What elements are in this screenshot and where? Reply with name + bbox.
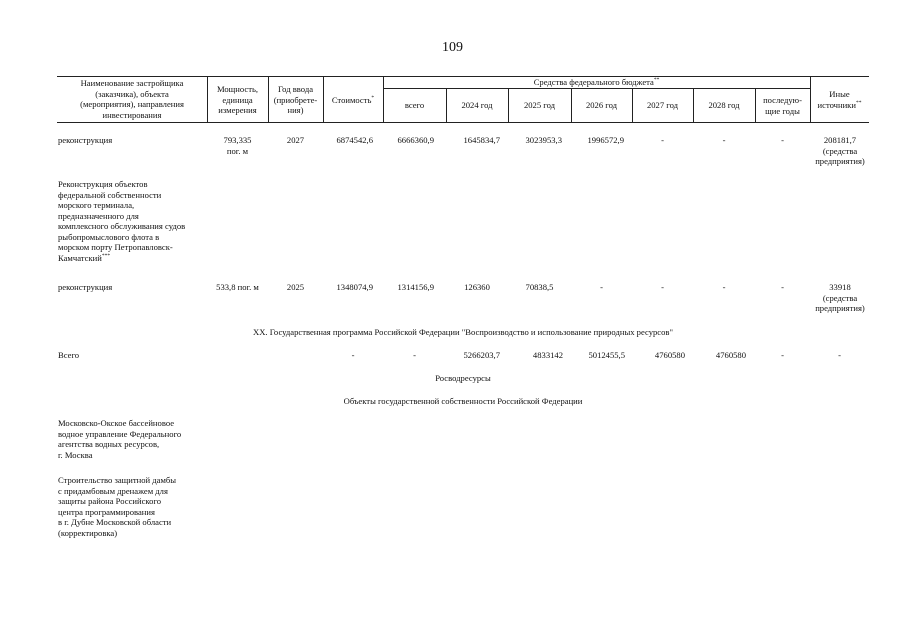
header-sub-2028: 2028 год bbox=[708, 100, 740, 110]
subsection-title: Объекты государственной собственности Российской Федерации bbox=[343, 396, 583, 406]
row2-2024: 126360 bbox=[464, 282, 490, 292]
row2-year: 2025 bbox=[286, 282, 305, 292]
header-year-column: Год ввода (приобрете- ния) bbox=[273, 84, 318, 115]
section-title: XX. Государственная программа Российской Федерации "Воспроизводство и использование природных ресурсов" bbox=[253, 327, 673, 337]
federal-budget-divider bbox=[383, 88, 810, 89]
total-row-total: - bbox=[413, 350, 416, 360]
organization-name: Московско-Окское бассейновое водное управление Федерального агентства водных ресурсов, г. Москва bbox=[58, 418, 182, 460]
total-row-cost: - bbox=[351, 350, 355, 360]
total-row-2024: 5266203,7 bbox=[463, 350, 500, 360]
row1-2027: - bbox=[661, 135, 664, 145]
object2-description: Реконструкция объектов федеральной собственности морского терминала, предназначенного для комплексного обслуживания судов рыбопромыслового флота в морском порту Петропавловск- Камчатский*** bbox=[58, 179, 186, 263]
row2-total: 1314156,9 bbox=[397, 282, 434, 292]
row1-year: 2027 bbox=[286, 135, 305, 145]
row1-other: 208181,7 (средства предприятия) bbox=[815, 135, 865, 166]
header-sub-2024: 2024 год bbox=[461, 100, 493, 110]
row2-cost: 1348074,9 bbox=[336, 282, 373, 292]
total-row-2027: 4760580 bbox=[654, 350, 685, 360]
row1-capacity: 793,335 пог. м bbox=[223, 135, 252, 156]
row2-2028: - bbox=[722, 282, 726, 292]
header-sub-later: последую- щие годы bbox=[763, 95, 802, 116]
total-row-2026: 5012455,5 bbox=[588, 350, 625, 360]
header-sub-total: всего bbox=[404, 100, 425, 110]
header-cost-column: Стоимость* bbox=[331, 95, 375, 105]
row1-2024: 1645834,7 bbox=[463, 135, 500, 145]
row1-name: реконструкция bbox=[58, 135, 113, 145]
header-sub-2025: 2025 год bbox=[523, 100, 556, 110]
total-row-name: Всего bbox=[58, 350, 80, 360]
header-federal-budget: Средства федерального бюджета** bbox=[533, 77, 660, 87]
row2-later: - bbox=[781, 282, 784, 292]
row1-later: - bbox=[781, 135, 784, 145]
header-name-column: Наименование застройщика (заказчика), объекта (мероприятия), направления инвестирования bbox=[80, 78, 184, 120]
row1-2028: - bbox=[722, 135, 726, 145]
row2-capacity: 533,8 пог. м bbox=[216, 282, 259, 292]
row2-other: 33918 (средства предприятия) bbox=[815, 282, 865, 313]
row1-2026: 1996572,9 bbox=[587, 135, 624, 145]
total-row-later: - bbox=[781, 350, 784, 360]
table-header-bottom-border bbox=[57, 122, 869, 123]
page-number: 109 bbox=[442, 40, 463, 55]
total-row-2028: 4760580 bbox=[715, 350, 746, 360]
row1-2025: 3023953,3 bbox=[525, 135, 562, 145]
row2-name: реконструкция bbox=[58, 282, 113, 292]
row1-cost: 6874542,6 bbox=[336, 135, 373, 145]
total-row-2025: 4833142 bbox=[532, 350, 563, 360]
row1-total: 6666360,9 bbox=[397, 135, 434, 145]
row2-2026: - bbox=[600, 282, 603, 292]
row2-2027: - bbox=[661, 282, 664, 292]
total-row-other: - bbox=[838, 350, 841, 360]
header-capacity-column: Мощность, единица измерения bbox=[216, 84, 259, 115]
header-other-sources: Иные источники** bbox=[817, 89, 862, 110]
header-sub-2026: 2026 год bbox=[585, 100, 618, 110]
agency-title: Росводресурсы bbox=[435, 373, 491, 383]
header-sub-2027: 2027 год bbox=[646, 100, 679, 110]
object3-description: Строительство защитной дамбы с придамбовым дренажем для защиты района Российского центра программирования в г. Дубне Московской области (корректировка) bbox=[58, 475, 177, 538]
row2-2025: 70838,5 bbox=[525, 282, 554, 292]
